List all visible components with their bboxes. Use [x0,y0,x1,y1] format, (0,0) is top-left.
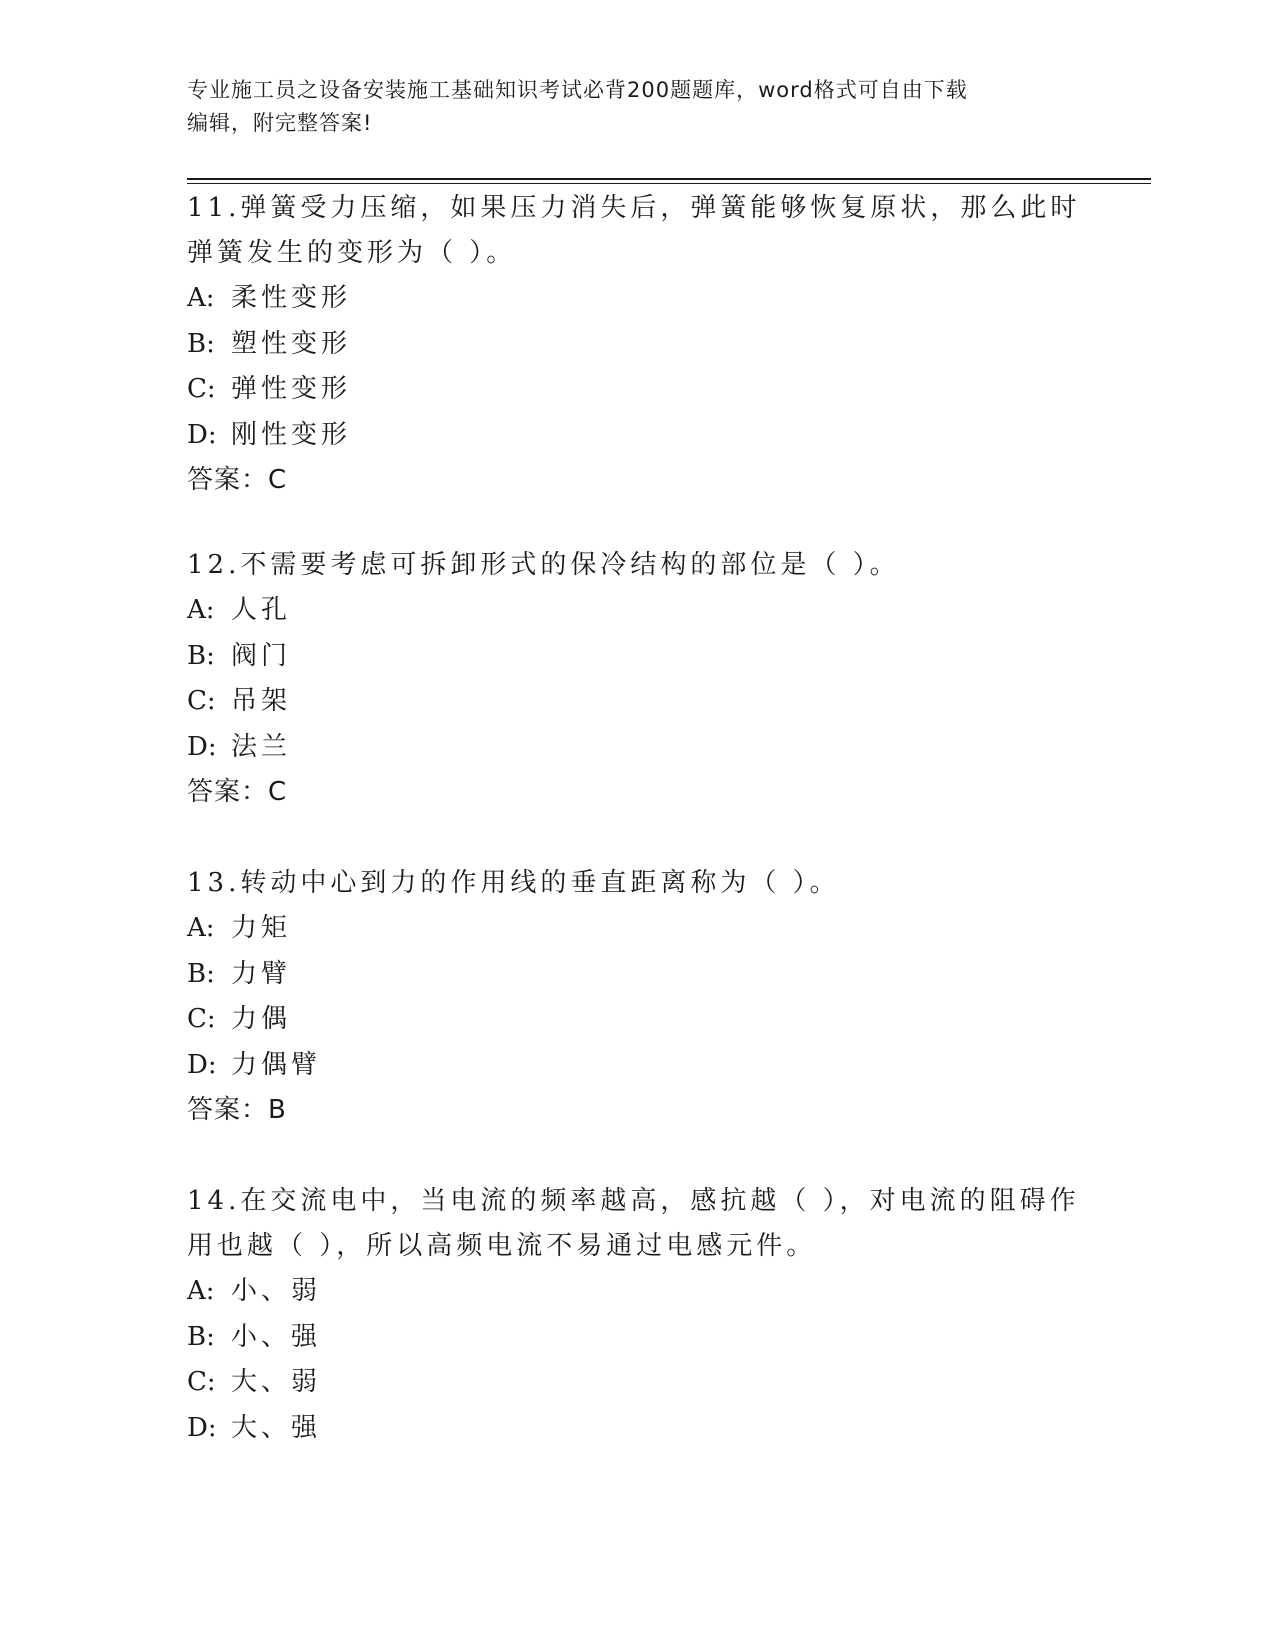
option-text: 阀门 [231,640,292,671]
option-letter: D: [187,731,217,762]
option-letter: A: [187,913,215,943]
option-letter: A: [187,1276,215,1306]
question-11 [187,186,1087,503]
option-d [187,1043,1087,1089]
option-text: 柔性变形 [231,283,352,313]
question-text: 14.在交流电中，当电流的频率越高，感抗越（ ），对电流的阻碍作用也越（ ），所以高频电流不易通过电感元件。 [187,1186,1080,1261]
option-c [187,679,1087,725]
answer: 答案：B [187,1095,287,1125]
option-text: 塑性变形 [231,328,352,359]
option-b [187,1315,1087,1361]
document-header [187,74,1067,140]
option-letter: C: [187,686,216,716]
option-text: 吊架 [231,686,292,716]
option-letter: D: [187,1412,217,1443]
option-d [187,725,1087,771]
option-text: 大、弱 [231,1367,322,1397]
option-b [187,952,1087,998]
option-letter: C: [187,1004,216,1034]
question-text: 13.转动中心到力的作用线的垂直距离称为（ ）。 [187,868,840,898]
option-c [187,367,1087,413]
option-b [187,322,1087,368]
header-divider-thick [187,178,1151,180]
option-a [187,588,1087,634]
answer: 答案：C [187,777,288,807]
option-c [187,1360,1087,1406]
option-a [187,276,1087,322]
option-letter: C: [187,1367,216,1397]
option-letter: B: [187,640,215,671]
option-text: 小、强 [231,1321,322,1352]
option-letter: B: [187,1321,215,1352]
option-text: 人孔 [231,595,292,625]
option-letter: B: [187,958,215,989]
question-13 [187,861,1087,1133]
option-text: 力偶 [231,1004,292,1034]
option-letter: D: [187,1049,217,1080]
option-letter: B: [187,328,215,359]
option-d [187,1406,1087,1452]
option-b [187,634,1087,680]
header-line-2: 编辑，附完整答案! [187,111,373,135]
question-14 [187,1179,1087,1451]
option-letter: C: [187,374,216,404]
option-text: 刚性变形 [231,419,352,450]
option-text: 力偶臂 [231,1049,322,1080]
option-d [187,413,1087,459]
option-letter: A: [187,283,215,313]
option-text: 小、弱 [231,1276,322,1306]
header-divider-thin [187,183,1151,184]
option-text: 弹性变形 [231,374,352,404]
option-text: 大、强 [231,1412,322,1443]
question-text: 11.弹簧受力压缩，如果压力消失后，弹簧能够恢复原状，那么此时弹簧发生的变形为（ ）。 [187,193,1081,268]
option-text: 力臂 [231,958,292,989]
option-a [187,1269,1087,1315]
option-letter: D: [187,419,217,450]
question-12 [187,543,1087,815]
option-c [187,997,1087,1043]
header-line-1: 专业施工员之设备安装施工基础知识考试必背200题题库，word格式可自由下载 [187,78,968,102]
option-letter: A: [187,595,215,625]
option-text: 力矩 [231,913,292,943]
option-text: 法兰 [231,731,292,762]
option-a [187,906,1087,952]
answer: 答案：C [187,465,288,495]
question-text: 12.不需要考虑可拆卸形式的保冷结构的部位是（ ）。 [187,550,900,580]
